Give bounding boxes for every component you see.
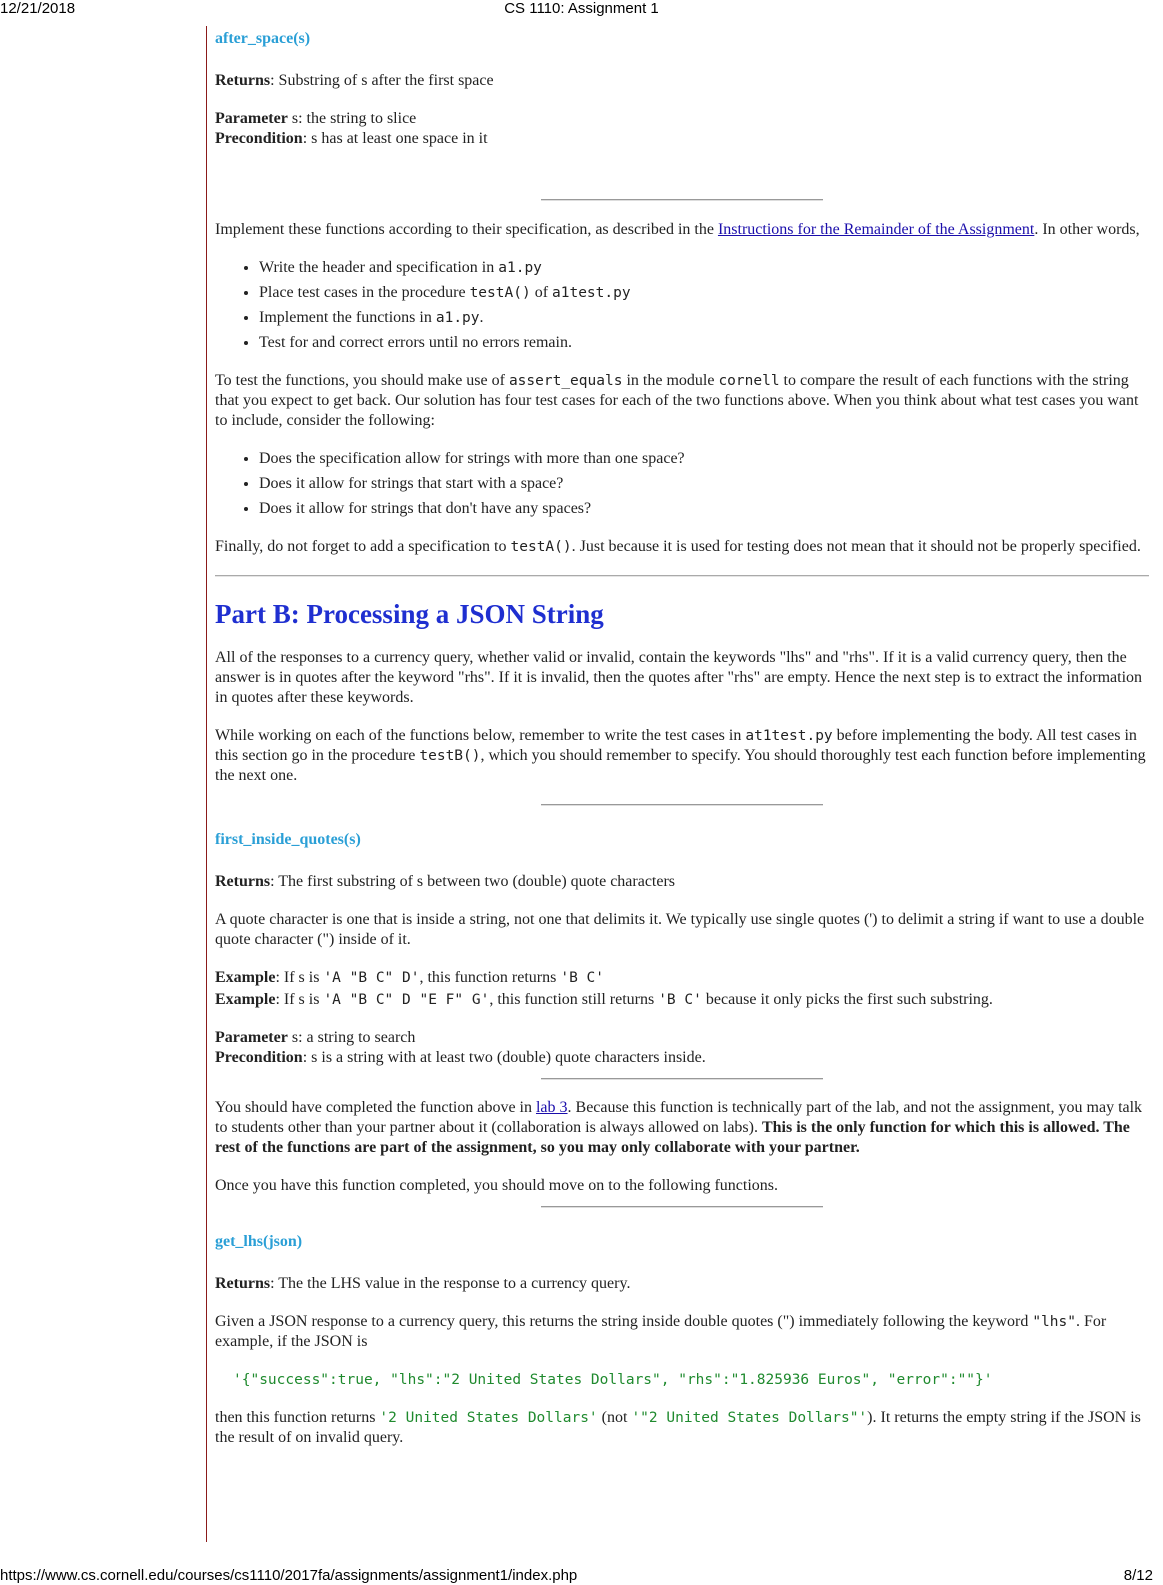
text: : If s is [275, 969, 324, 986]
text: , which you should remember to specify. You should thoroughly test each function before implementing the next one. [215, 747, 1146, 784]
returns-label: Returns [215, 873, 271, 890]
function-heading-get-lhs: get_lhs(json) [215, 1233, 303, 1250]
code: '"2 United States Dollars"' [631, 1410, 868, 1426]
code: 'B C' [658, 992, 702, 1008]
text: Place test cases in the procedure [259, 284, 470, 301]
text: You should have completed the function above in [215, 1099, 536, 1116]
after-space-params [215, 109, 1149, 149]
example-label: Example [215, 969, 276, 986]
returns-text: : The first substring of s between two (double) quote characters [270, 873, 676, 890]
text: ). It returns the empty string if the JSON is the result of on invalid query. [215, 1409, 1141, 1446]
quote-character-paragraph: A quote character is one that is inside a string, not one that delimits it. We typically use single quotes (') to delimit a string if want to use a double quote character (") inside of it. [215, 911, 1145, 948]
text: , this function still returns [489, 991, 659, 1008]
parameter-text: s: the string to slice [287, 110, 417, 127]
print-url: https://www.cs.cornell.edu/courses/cs1110/2017fa/assignments/assignment1/index.php [0, 1567, 578, 1584]
example-line [215, 990, 1149, 1010]
testing-paragraph [215, 371, 1149, 431]
code: a1test.py [552, 285, 631, 301]
print-date: 12/21/2018 [0, 0, 76, 17]
text: . For example, if the JSON is [215, 1313, 1107, 1350]
returns-text: : The the LHS value in the response to a currency query. [270, 1275, 631, 1292]
text: because it only picks the first such substring. [701, 991, 993, 1008]
get-lhs-returns [215, 1274, 1149, 1294]
returns-label: Returns [215, 1275, 271, 1292]
list-item [259, 333, 1149, 353]
text: Finally, do not forget to add a specification to [215, 538, 511, 555]
get-lhs-result-paragraph [215, 1408, 1149, 1448]
text: of [530, 284, 553, 301]
text: Implement these functions according to their specification, as described in the [215, 221, 718, 238]
part-b-intro: All of the responses to a currency query, whether valid or invalid, contain the keywords "lhs" and "rhs". If it is a valid currency query, then the answer is in quotes after the keyword "rhs". If it is invalid, then the quotes after "rhs" are empty. Hence the next step is to extract the information in quotes after these keywords. [215, 649, 1143, 706]
part-b-heading: Part B: Processing a JSON String [215, 599, 604, 629]
parameter-line [215, 109, 1149, 129]
print-page-number: 8/12 [1123, 1567, 1153, 1584]
parameter-text: s: a string to search [287, 1029, 416, 1046]
code: testB() [419, 748, 481, 764]
text: in the module [622, 372, 719, 389]
text: Given a JSON response to a currency query, this returns the string inside double quotes (") immediately following the keyword [215, 1313, 1033, 1330]
code: "lhs" [1032, 1314, 1076, 1330]
first-inside-params [215, 1028, 1149, 1068]
text: . [479, 309, 484, 326]
code: a1.py [435, 310, 480, 326]
text: to compare the result of each functions with the string that you expect to get back. Our solution has four test cases for each of the two functions above. When you think about what test cases you want to include, consider the following: [215, 372, 1139, 429]
examples [215, 968, 1149, 1010]
get-lhs-description [215, 1312, 1149, 1352]
text: Test for and correct errors until no errors remain. [259, 334, 572, 351]
divider [541, 804, 823, 806]
parameter-label: Parameter [215, 1029, 288, 1046]
print-title: CS 1110: Assignment 1 [504, 0, 659, 17]
precondition-label: Precondition [215, 1049, 303, 1066]
text: then this function returns [215, 1409, 380, 1426]
implement-steps-list [215, 258, 1149, 353]
text: before implementing the body. All test cases in this section go in the procedure [215, 727, 1137, 764]
instructions-link[interactable]: Instructions for the Remainder of the Assignment [717, 221, 1035, 238]
list-item: • Does the specification allow for strings with more than one space? [259, 449, 1149, 469]
code: 'A "B C" D' [323, 970, 420, 986]
parameter-line [215, 1028, 1149, 1048]
function-heading-after-space: after_space(s) [215, 30, 311, 47]
code: at1test.py [745, 728, 833, 744]
code: assert_equals [508, 373, 623, 389]
text: . Just because it is used for testing does not mean that it should not be properly specified. [571, 538, 1141, 555]
text: . Because this function is technically part of the lab, and not the assignment, you may talk to students other than your partner about it (collaboration is always allowed on labs). [215, 1099, 1143, 1136]
precondition-label: Precondition [215, 130, 303, 147]
spec-reminder-paragraph [215, 537, 1149, 557]
code: testA() [469, 285, 531, 301]
precondition-line [215, 129, 1149, 149]
example-label: Example [215, 991, 276, 1008]
text: (not [597, 1409, 632, 1426]
list-item [259, 258, 1149, 278]
implement-paragraph [215, 220, 1149, 240]
example-line [215, 968, 1149, 988]
returns-label: Returns [215, 72, 271, 89]
text: Write the header and specification in [259, 259, 499, 276]
text: . In other words, [1034, 221, 1140, 238]
text: Implement the functions in [259, 309, 436, 326]
lab-3-link[interactable]: lab 3 [535, 1099, 568, 1116]
section-divider [215, 575, 1149, 577]
text: While working on each of the functions below, remember to write the test cases in [215, 727, 746, 744]
print-footer [0, 1567, 1163, 1585]
collaboration-notice: This is the only function for which this is allowed. The rest of the functions are part of the assignment, so you may only collaborate with your partner. [215, 1119, 1130, 1156]
code: testA() [510, 539, 572, 555]
divider [541, 1206, 823, 1208]
print-header [0, 0, 1163, 18]
code: 'A "B C" D "E F" G' [323, 992, 490, 1008]
list-item [259, 308, 1149, 328]
returns-text: : Substring of s after the first space [270, 72, 494, 89]
lab-paragraph [215, 1098, 1149, 1158]
list-item [259, 283, 1149, 303]
main-content [215, 29, 1149, 1466]
list-item: • Does it allow for strings that don't have any spaces? [259, 499, 1149, 519]
left-margin-rule [206, 26, 207, 1542]
text: To test the functions, you should make use of [215, 372, 509, 389]
divider [541, 199, 823, 201]
continue-paragraph: Once you have this function completed, you should move on to the following functions. [215, 1177, 779, 1194]
first-inside-returns [215, 872, 1149, 892]
considerations-list [215, 449, 1149, 519]
code: a1.py [498, 260, 542, 276]
text: , this function returns [419, 969, 561, 986]
function-heading-first-inside-quotes: first_inside_quotes(s) [215, 831, 361, 848]
json-example: '{"success":true, "lhs":"2 United States Dollars", "rhs":"1.825936 Euros", "error":""}' [233, 1372, 993, 1388]
list-item: • Does it allow for strings that start with a space? [259, 474, 1149, 494]
code: 'B C' [560, 970, 605, 986]
precondition-text: : s is a string with at least two (double) quote characters inside. [302, 1049, 706, 1066]
divider [541, 1078, 823, 1080]
text: : If s is [275, 991, 324, 1008]
after-space-returns [215, 71, 1149, 91]
code: '2 United States Dollars' [379, 1410, 598, 1426]
code: cornell [718, 373, 780, 389]
part-b-testing-paragraph [215, 726, 1149, 786]
parameter-label: Parameter [215, 110, 288, 127]
precondition-text: : s has at least one space in it [302, 130, 488, 147]
precondition-line [215, 1048, 1149, 1068]
